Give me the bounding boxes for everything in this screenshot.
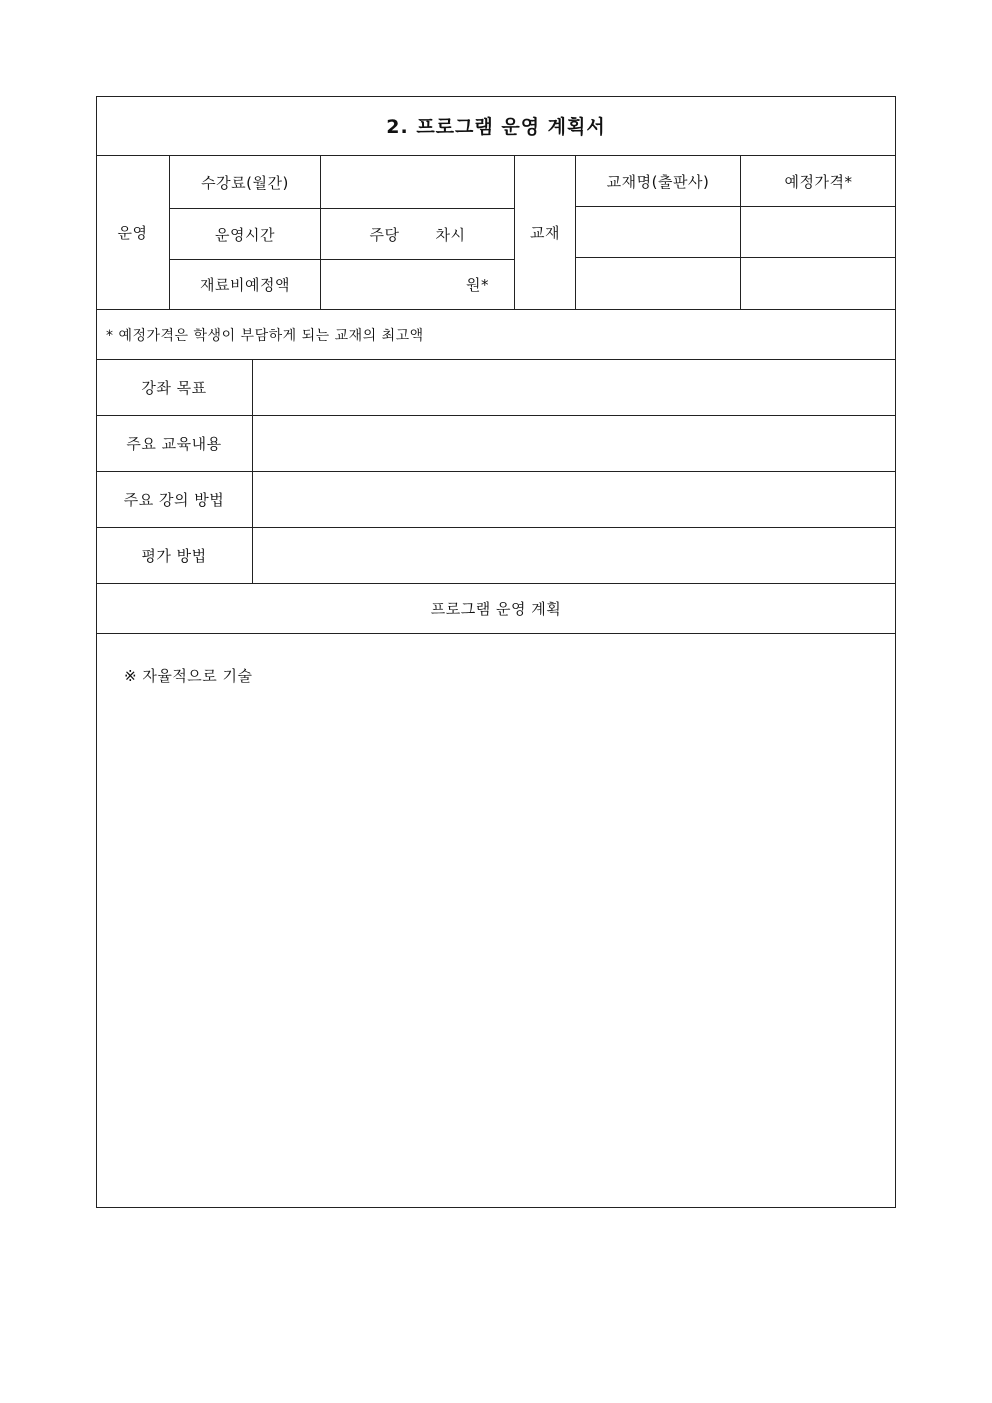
evaluation-field[interactable] bbox=[253, 528, 896, 583]
operation-label: 운영 bbox=[117, 224, 148, 242]
fee-label: 수강료(월간) bbox=[201, 173, 289, 192]
hours-prefix: 주당 bbox=[369, 225, 400, 244]
textbook-name-header: 교재명(출판사) bbox=[606, 172, 710, 191]
hours-field[interactable] bbox=[321, 209, 514, 259]
method-field[interactable] bbox=[253, 472, 896, 527]
material-field[interactable] bbox=[321, 260, 489, 309]
textbook-price-header: 예정가격* bbox=[784, 172, 853, 191]
goal-field[interactable] bbox=[253, 360, 896, 415]
textbook-price-field[interactable] bbox=[741, 258, 896, 309]
material-unit: 원* bbox=[466, 276, 489, 294]
program-plan-form bbox=[96, 96, 896, 1208]
fee-field[interactable] bbox=[321, 156, 514, 208]
price-note: * 예정가격은 학생이 부담하게 되는 교재의 최고액 bbox=[106, 327, 424, 344]
textbook-name-field[interactable] bbox=[576, 258, 740, 309]
plan-header: 프로그램 운영 계획 bbox=[430, 600, 562, 618]
textbook-name-field[interactable] bbox=[576, 207, 740, 257]
page-title: 2. 프로그램 운영 계획서 bbox=[386, 116, 606, 138]
content-field[interactable] bbox=[253, 416, 896, 471]
hours-suffix: 차시 bbox=[435, 225, 466, 244]
evaluation-label: 평가 방법 bbox=[141, 547, 207, 565]
plan-hint: ※ 자율적으로 기술 bbox=[124, 666, 253, 685]
textbook-label: 교재 bbox=[530, 224, 560, 242]
method-label: 주요 강의 방법 bbox=[123, 491, 225, 509]
material-label: 재료비예정액 bbox=[200, 276, 290, 294]
content-label: 주요 교육내용 bbox=[126, 435, 222, 453]
textbook-price-field[interactable] bbox=[741, 207, 896, 257]
hours-label: 운영시간 bbox=[215, 225, 275, 244]
goal-label: 강좌 목표 bbox=[141, 379, 207, 397]
plan-body-field[interactable] bbox=[97, 634, 895, 1207]
